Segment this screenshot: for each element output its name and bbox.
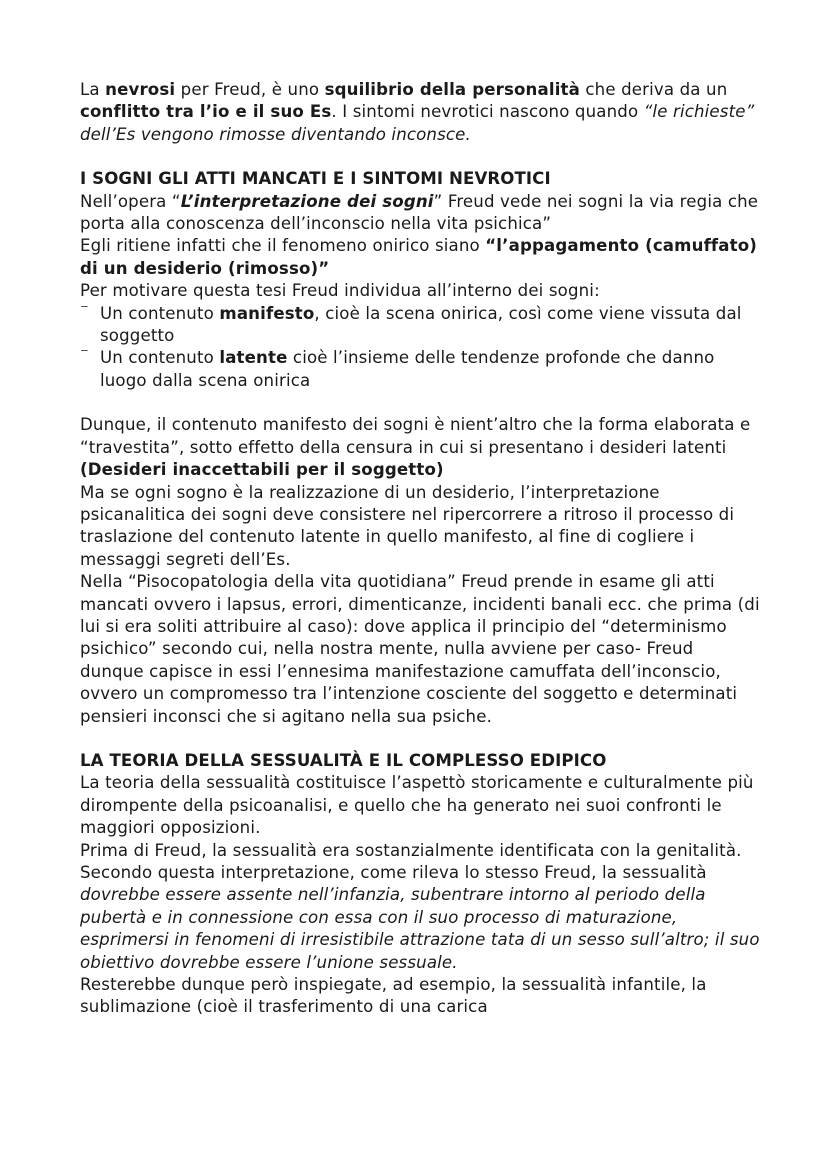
bold-term: squilibrio della personalità <box>324 80 580 99</box>
text: La <box>80 80 106 99</box>
dash-bullet-icon: ⁻ <box>80 299 89 319</box>
text: , cioè la scena onirica, così come viene vissuta dal soggetto <box>100 303 742 346</box>
text: cioè l’insieme delle tendenze profonde che danno luogo dalla scena onirica <box>100 348 715 390</box>
text: . I sintomi nevrotici nascono quando <box>331 102 644 122</box>
paragraph: Per motivare questa tesi Freud individua all’interno dei sogni: <box>80 281 600 301</box>
text: Nell’opera “ <box>80 191 181 211</box>
bold-term: manifesto <box>219 303 315 323</box>
text: per Freud, è uno <box>175 80 325 99</box>
paragraph: Resterebbe dunque però inspiegate, ad esempio, la sessualità infantile, la sublimazione (cioè il trasferimento di una carica <box>80 975 707 1017</box>
list-item <box>80 299 760 348</box>
paragraph: Prima di Freud, la sessualità era sostanzialmente identificata con la genitalità. <box>80 840 742 860</box>
list-item <box>80 344 760 392</box>
text: che deriva da un <box>579 80 728 99</box>
text: Un contenuto <box>100 303 220 323</box>
paragraph: La teoria della sessualità costituisce l’aspettò storicamente e culturalmente più dirompente della psicoanalisi, e quello che ha generato nei suoi confronti le maggiori opposizioni. <box>80 773 754 838</box>
bold-term: nevrosi <box>105 80 176 99</box>
paragraph: Ma se ogni sogno è la realizzazione di un desiderio, l’interpretazione psicanalitica dei sogni deve consistere nel ripercorrere a ritroso il processo di traslazione del contenuto latente in quello manifesto, al fine di cogliere i messaggi segreti dell’Es. <box>80 482 735 569</box>
dash-bullet-icon: ⁻ <box>80 344 89 364</box>
text: ” Freud vede nei sogni la via regia che porta alla conoscenza dell’inconscio nella vita psichica” <box>80 191 759 234</box>
italic-text: “le richieste” dell’Es vengono rimosse diventando inconsce. <box>80 102 755 144</box>
text: Secondo questa interpretazione, come rileva lo stesso Freud, la sessualità <box>80 863 707 882</box>
bold-term: conflitto tra l’io e il suo Es <box>80 102 332 122</box>
bold-term: (Desideri inaccettabili per il soggetto) <box>80 460 444 480</box>
section-heading-sexuality: LA TEORIA DELLA SESSUALITÀ E IL COMPLESSO EDIPICO <box>80 750 607 770</box>
paragraph <box>80 235 760 280</box>
bold-italic-title: L’interpretazione dei sogni <box>180 191 434 211</box>
italic-text: dovrebbe essere assente nell’infanzia, subentrare intorno al periodo della pubertà e in connessione con essa con il suo processo di maturazione, esprimersi in fenomeni di irresistibile attrazione tata di un sesso sull’altro; il suo obiettivo dovrebbe essere l’unione sessuale. <box>80 885 760 972</box>
paragraph <box>80 414 760 481</box>
text: Egli ritiene infatti che il fenomeno onirico siano <box>80 236 486 256</box>
text: Un contenuto <box>100 348 220 368</box>
section-heading-dreams: I SOGNI GLI ATTI MANCATI E I SINTOMI NEVROTICI <box>80 169 551 189</box>
text: Dunque, il contenuto manifesto dei sogni è nient’altro che la forma elaborata e “travestita”, sotto effetto della censura in cui si presentano i desideri latenti <box>80 415 751 457</box>
bold-term: latente <box>219 348 288 368</box>
paragraph <box>80 862 760 974</box>
document-body <box>80 79 760 1019</box>
dream-content-list <box>80 299 760 393</box>
paragraph <box>80 191 760 236</box>
bold-quote: “l’appagamento (camuffato) di un desiderio (rimosso)” <box>80 236 758 278</box>
paragraph: Nella “Pisocopatologia della vita quotidiana” Freud prende in esame gli atti mancati ovvero i lapsus, errori, dimenticanze, incidenti banali ecc. che prima (di lui si era soliti attribuire al caso): dove applica il principio del “determinismo psichico” secondo cui, nella nostra mente, nulla avviene per caso- Freud dunque capisce in essi l’ennesima manifestazione camuffata dell’inconscio, ovvero un compromesso tra l’intenzione cosciente del soggetto e determinati pensieri inconsci che si agitano nella sua psiche. <box>80 572 760 726</box>
intro-paragraph <box>80 79 760 146</box>
